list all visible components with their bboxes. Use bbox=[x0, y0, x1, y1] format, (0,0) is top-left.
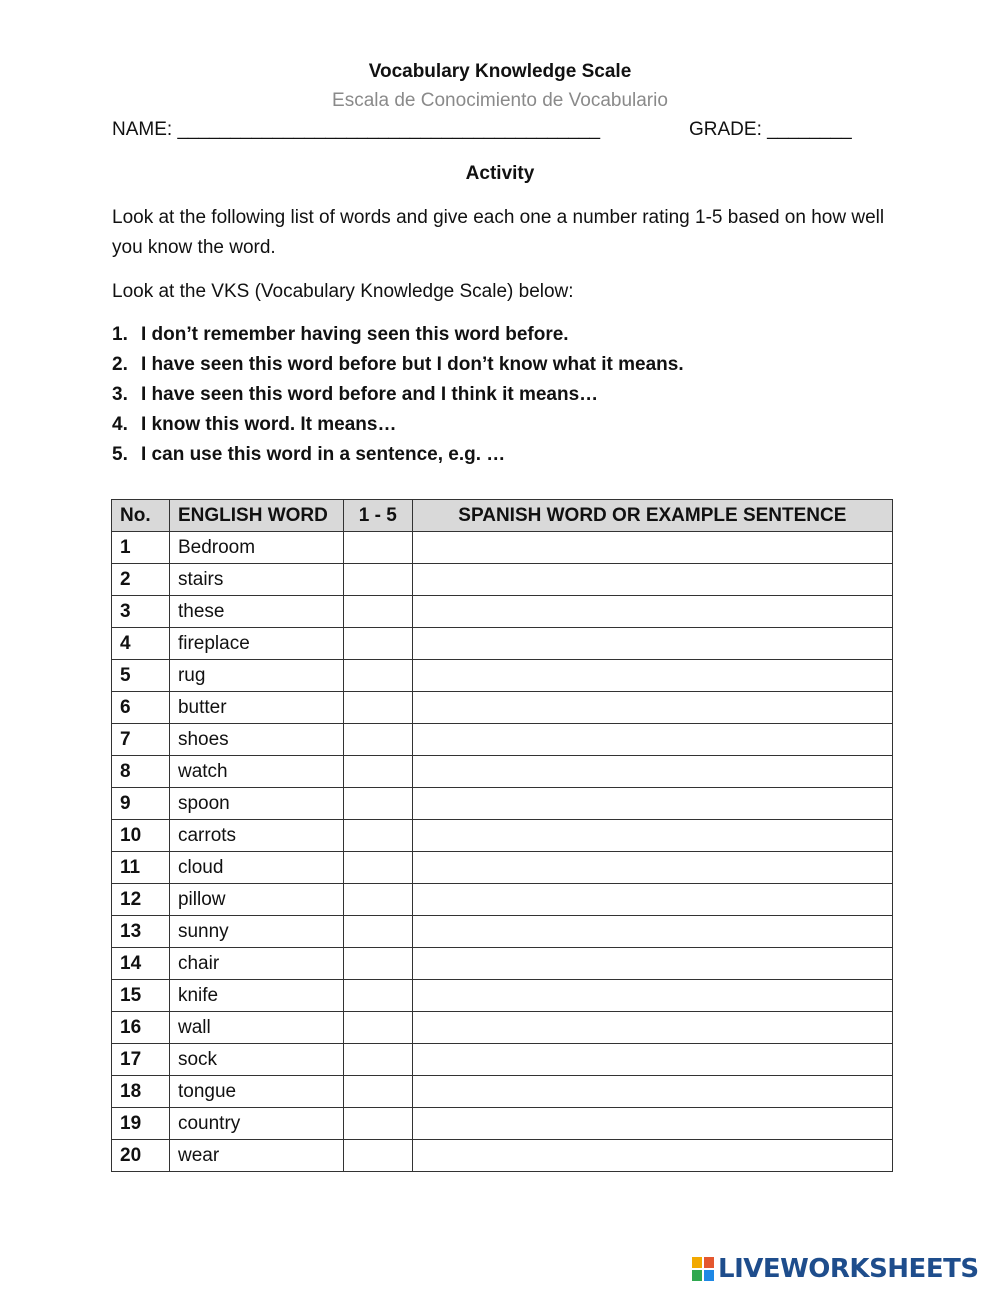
spanish-word-input[interactable] bbox=[421, 1077, 888, 1107]
header-rating: 1 - 5 bbox=[343, 500, 412, 532]
spanish-word-input[interactable] bbox=[421, 757, 888, 787]
scale-item bbox=[112, 350, 684, 380]
row-number: 10 bbox=[112, 820, 170, 852]
table-row bbox=[112, 756, 893, 788]
english-word: knife bbox=[169, 980, 343, 1012]
scale-item bbox=[112, 410, 684, 440]
scale-item bbox=[112, 380, 684, 410]
english-word: watch bbox=[169, 756, 343, 788]
english-word: cloud bbox=[169, 852, 343, 884]
table-row bbox=[112, 1140, 893, 1172]
scale-item bbox=[112, 440, 684, 470]
worksheet-subtitle: Escala de Conocimiento de Vocabulario bbox=[332, 90, 668, 111]
table-row bbox=[112, 948, 893, 980]
rating-cell bbox=[343, 884, 412, 916]
spanish-word-input[interactable] bbox=[421, 725, 888, 755]
english-word: pillow bbox=[169, 884, 343, 916]
rating-cell bbox=[343, 756, 412, 788]
english-word: spoon bbox=[169, 788, 343, 820]
logo-text: LIVEWORKSHEETS bbox=[718, 1254, 979, 1284]
spanish-cell bbox=[412, 660, 892, 692]
rating-input[interactable] bbox=[352, 629, 408, 659]
english-word: rug bbox=[169, 660, 343, 692]
rating-cell bbox=[343, 1012, 412, 1044]
rating-cell bbox=[343, 532, 412, 564]
row-number: 9 bbox=[112, 788, 170, 820]
english-word: these bbox=[169, 596, 343, 628]
spanish-word-input[interactable] bbox=[421, 1045, 888, 1075]
scale-intro-text: Look at the VKS (Vocabulary Knowledge Scale) below: bbox=[112, 281, 574, 302]
english-word: chair bbox=[169, 948, 343, 980]
spanish-word-input[interactable] bbox=[421, 1109, 888, 1139]
english-word: sunny bbox=[169, 916, 343, 948]
english-word: sock bbox=[169, 1044, 343, 1076]
scale-item-text: I have seen this word before but I don’t know what it means. bbox=[141, 354, 684, 375]
row-number: 3 bbox=[112, 596, 170, 628]
english-word: butter bbox=[169, 692, 343, 724]
rating-cell bbox=[343, 852, 412, 884]
rating-cell bbox=[343, 564, 412, 596]
spanish-word-input[interactable] bbox=[421, 949, 888, 979]
rating-cell bbox=[343, 916, 412, 948]
vocabulary-table bbox=[111, 499, 893, 1172]
english-word: fireplace bbox=[169, 628, 343, 660]
rating-cell bbox=[343, 1108, 412, 1140]
row-number: 2 bbox=[112, 564, 170, 596]
row-number: 17 bbox=[112, 1044, 170, 1076]
table-row bbox=[112, 532, 893, 564]
table-row bbox=[112, 660, 893, 692]
rating-input[interactable] bbox=[352, 917, 408, 947]
rating-cell bbox=[343, 1044, 412, 1076]
spanish-word-input[interactable] bbox=[421, 597, 888, 627]
table-row bbox=[112, 916, 893, 948]
liveworksheets-logo-icon bbox=[692, 1257, 714, 1281]
scale-item-number: 2. bbox=[112, 354, 128, 375]
table-row bbox=[112, 980, 893, 1012]
scale-item-text: I don’t remember having seen this word before. bbox=[141, 324, 569, 345]
row-number: 5 bbox=[112, 660, 170, 692]
logo-square-icon bbox=[704, 1270, 714, 1281]
english-word: wear bbox=[169, 1140, 343, 1172]
row-number: 16 bbox=[112, 1012, 170, 1044]
spanish-cell bbox=[412, 916, 892, 948]
rating-input[interactable] bbox=[352, 1077, 408, 1107]
spanish-cell bbox=[412, 564, 892, 596]
row-number: 13 bbox=[112, 916, 170, 948]
row-number: 12 bbox=[112, 884, 170, 916]
vks-scale-list bbox=[112, 320, 684, 470]
spanish-word-input[interactable] bbox=[421, 885, 888, 915]
rating-input[interactable] bbox=[352, 821, 408, 851]
spanish-word-input[interactable] bbox=[421, 917, 888, 947]
spanish-cell bbox=[412, 692, 892, 724]
spanish-cell bbox=[412, 1108, 892, 1140]
spanish-word-input[interactable] bbox=[421, 981, 888, 1011]
spanish-word-input[interactable] bbox=[421, 629, 888, 659]
spanish-cell bbox=[412, 788, 892, 820]
row-number: 18 bbox=[112, 1076, 170, 1108]
spanish-cell bbox=[412, 724, 892, 756]
scale-item bbox=[112, 320, 684, 350]
spanish-word-input[interactable] bbox=[421, 821, 888, 851]
english-word: tongue bbox=[169, 1076, 343, 1108]
spanish-cell bbox=[412, 1044, 892, 1076]
rating-cell bbox=[343, 820, 412, 852]
worksheet-title: Vocabulary Knowledge Scale bbox=[368, 61, 632, 82]
spanish-cell bbox=[412, 820, 892, 852]
english-word: country bbox=[169, 1108, 343, 1140]
rating-cell bbox=[343, 692, 412, 724]
scale-item-number: 4. bbox=[112, 414, 128, 435]
rating-cell bbox=[343, 948, 412, 980]
rating-cell bbox=[343, 980, 412, 1012]
rating-cell bbox=[343, 1076, 412, 1108]
english-word: shoes bbox=[169, 724, 343, 756]
row-number: 6 bbox=[112, 692, 170, 724]
rating-input[interactable] bbox=[352, 661, 408, 691]
rating-input[interactable] bbox=[352, 885, 408, 915]
spanish-cell bbox=[412, 628, 892, 660]
rating-cell bbox=[343, 1140, 412, 1172]
instruction-text: Look at the following list of words and give each one a number rating 1-5 based on how well you know the word. bbox=[112, 207, 885, 258]
header-english-word: ENGLISH WORD bbox=[169, 500, 343, 532]
table-row bbox=[112, 788, 893, 820]
english-word: Bedroom bbox=[169, 532, 343, 564]
rating-input[interactable] bbox=[352, 533, 408, 563]
rating-cell bbox=[343, 596, 412, 628]
scale-item-number: 5. bbox=[112, 444, 128, 465]
spanish-word-input[interactable] bbox=[421, 565, 888, 595]
spanish-word-input[interactable] bbox=[421, 1013, 888, 1043]
row-number: 7 bbox=[112, 724, 170, 756]
logo-square-icon bbox=[692, 1270, 702, 1281]
row-number: 11 bbox=[112, 852, 170, 884]
spanish-cell bbox=[412, 756, 892, 788]
rating-cell bbox=[343, 724, 412, 756]
table-header-row bbox=[112, 500, 893, 532]
table-row bbox=[112, 852, 893, 884]
spanish-word-input[interactable] bbox=[421, 853, 888, 883]
header-spanish-word: SPANISH WORD OR EXAMPLE SENTENCE bbox=[412, 500, 892, 532]
rating-input[interactable] bbox=[352, 949, 408, 979]
english-word: wall bbox=[169, 1012, 343, 1044]
table-row bbox=[112, 628, 893, 660]
rating-input[interactable] bbox=[352, 693, 408, 723]
spanish-cell bbox=[412, 884, 892, 916]
rating-input[interactable] bbox=[352, 789, 408, 819]
english-word: stairs bbox=[169, 564, 343, 596]
rating-input[interactable] bbox=[352, 565, 408, 595]
rating-input[interactable] bbox=[352, 725, 408, 755]
row-number: 15 bbox=[112, 980, 170, 1012]
spanish-cell bbox=[412, 1140, 892, 1172]
spanish-cell bbox=[412, 1012, 892, 1044]
rating-input[interactable] bbox=[352, 1013, 408, 1043]
table-row bbox=[112, 596, 893, 628]
table-row bbox=[112, 884, 893, 916]
english-word: carrots bbox=[169, 820, 343, 852]
logo-square-icon bbox=[692, 1257, 702, 1268]
scale-item-number: 1. bbox=[112, 324, 128, 345]
rating-input[interactable] bbox=[352, 853, 408, 883]
spanish-cell bbox=[412, 532, 892, 564]
table-row bbox=[112, 1076, 893, 1108]
liveworksheets-logo bbox=[692, 1254, 979, 1284]
rating-input[interactable] bbox=[352, 1109, 408, 1139]
rating-cell bbox=[343, 628, 412, 660]
table-row bbox=[112, 1044, 893, 1076]
rating-input[interactable] bbox=[352, 1045, 408, 1075]
rating-input[interactable] bbox=[352, 757, 408, 787]
scale-item-text: I can use this word in a sentence, e.g. … bbox=[141, 444, 506, 465]
spanish-word-input[interactable] bbox=[421, 693, 888, 723]
rating-input[interactable] bbox=[352, 1141, 408, 1171]
table-row bbox=[112, 724, 893, 756]
spanish-word-input[interactable] bbox=[421, 533, 888, 563]
rating-cell bbox=[343, 788, 412, 820]
spanish-word-input[interactable] bbox=[421, 661, 888, 691]
row-number: 4 bbox=[112, 628, 170, 660]
table-row bbox=[112, 820, 893, 852]
row-number: 8 bbox=[112, 756, 170, 788]
rating-input[interactable] bbox=[352, 981, 408, 1011]
spanish-cell bbox=[412, 948, 892, 980]
scale-item-text: I know this word. It means… bbox=[141, 414, 397, 435]
table-row bbox=[112, 564, 893, 596]
rating-cell bbox=[343, 660, 412, 692]
header-no: No. bbox=[112, 500, 170, 532]
spanish-cell bbox=[412, 980, 892, 1012]
row-number: 19 bbox=[112, 1108, 170, 1140]
row-number: 1 bbox=[112, 532, 170, 564]
spanish-cell bbox=[412, 596, 892, 628]
table-row bbox=[112, 1108, 893, 1140]
scale-item-text: I have seen this word before and I think it means… bbox=[141, 384, 599, 405]
spanish-cell bbox=[412, 1076, 892, 1108]
name-field[interactable]: NAME: ________________________________________ bbox=[112, 119, 601, 140]
activity-heading: Activity bbox=[465, 163, 535, 184]
spanish-word-input[interactable] bbox=[421, 1141, 888, 1171]
row-number: 14 bbox=[112, 948, 170, 980]
rating-input[interactable] bbox=[352, 597, 408, 627]
table-row bbox=[112, 1012, 893, 1044]
spanish-cell bbox=[412, 852, 892, 884]
row-number: 20 bbox=[112, 1140, 170, 1172]
spanish-word-input[interactable] bbox=[421, 789, 888, 819]
grade-field[interactable]: GRADE: ________ bbox=[689, 119, 852, 140]
logo-square-icon bbox=[704, 1257, 714, 1268]
scale-item-number: 3. bbox=[112, 384, 128, 405]
table-row bbox=[112, 692, 893, 724]
